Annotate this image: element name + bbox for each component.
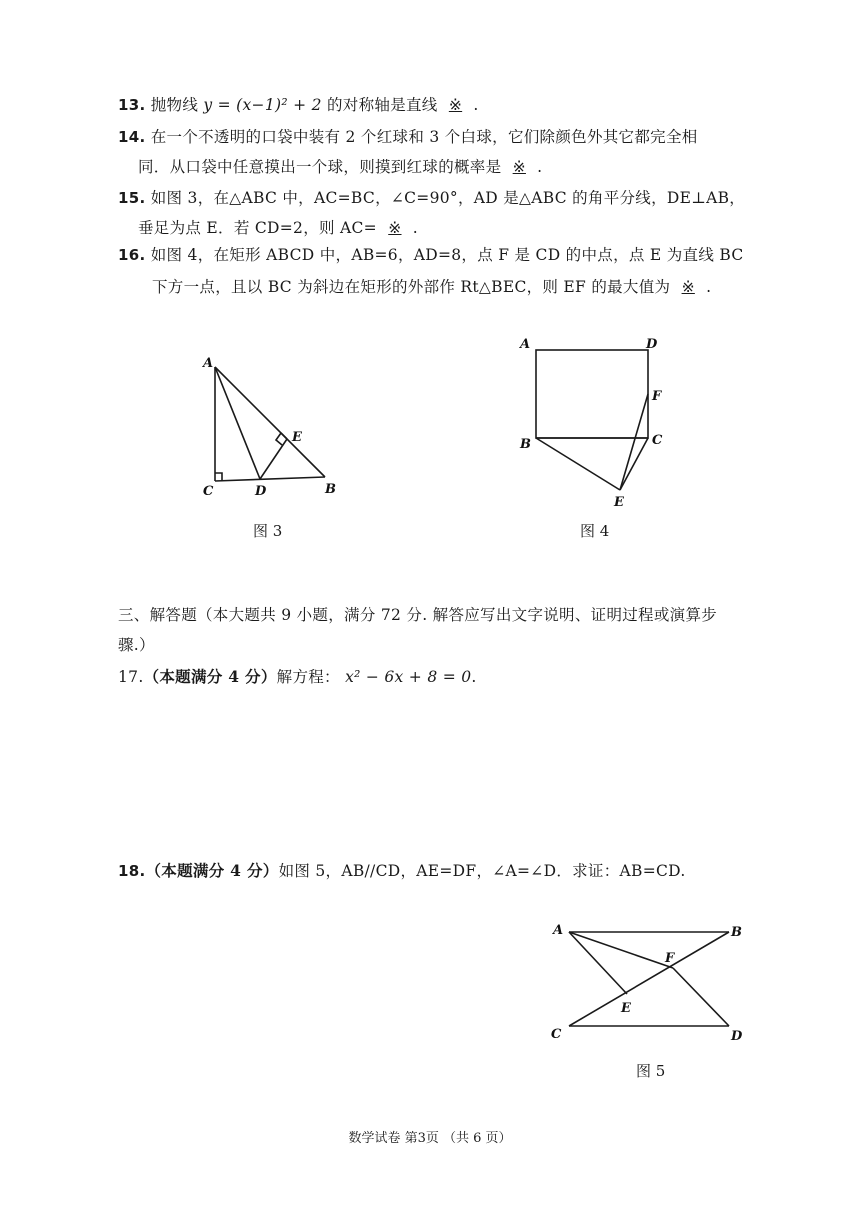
question-text: 如图 5，AB//CD，AE=DF，∠A=∠D．求证：AB=CD.: [278, 862, 686, 880]
question-17: [118, 662, 758, 692]
question-14: [118, 122, 758, 182]
label-D: D: [255, 484, 267, 499]
question-text: 同．从口袋中任意摸出一个球，则摸到红球的概率是: [138, 158, 502, 176]
question-text: 的对称轴是直线: [327, 96, 438, 114]
rectangle-ABCD: [536, 350, 648, 438]
segment-EF: [620, 394, 648, 490]
question-number: 17.: [118, 668, 144, 686]
label-E: E: [614, 495, 624, 510]
answer-blank: ※: [448, 96, 463, 114]
section-3-line1: 三、解答题（本大题共 9 小题，满分 72 分. 解答应写出文字说明、证明过程或演算步: [118, 606, 718, 624]
period: .: [471, 668, 477, 686]
period: .: [473, 96, 479, 114]
formula: x² − 6x + 8 = 0: [345, 668, 472, 686]
label-A: A: [203, 356, 214, 371]
label-E: E: [292, 430, 302, 445]
figure-4: [512, 330, 682, 519]
question-text: 在一个不透明的口袋中装有 2 个红球和 3 个白球，它们除颜色外其它都完全相: [150, 128, 698, 146]
question-text: 垂足为点 E．若 CD=2，则 AC=: [138, 219, 377, 237]
formula: y = (x−1)² + 2: [203, 96, 322, 114]
label-F: F: [665, 951, 675, 966]
answer-blank: ※: [388, 219, 402, 237]
question-score: （本题满分 4 分）: [143, 667, 277, 686]
label-D: D: [646, 337, 658, 352]
figure-3-caption: 图 3: [253, 522, 283, 540]
right-angle-E2: [276, 433, 282, 445]
question-text: 解方程：: [276, 668, 340, 686]
question-number: 18.: [118, 862, 146, 880]
label-B: B: [325, 482, 336, 497]
question-text: 如图 3，在△ABC 中，AC=BC，∠C=90°，AD 是△ABC 的角平分线，DE⊥AB，: [150, 189, 746, 207]
question-text: 下方一点，且以 BC 为斜边在矩形的外部作 Rt△BEC，则 EF 的最大值为: [152, 278, 671, 296]
answer-blank: ※: [512, 158, 526, 176]
label-A: A: [520, 337, 531, 352]
figure-4-caption: 图 4: [580, 522, 610, 540]
question-number: 16.: [118, 246, 146, 264]
segment-AF: [569, 932, 673, 968]
label-C: C: [652, 433, 663, 448]
period: .: [706, 278, 712, 296]
question-16: [118, 240, 758, 302]
page-footer: 数学试卷 第3页 （共 6 页）: [348, 1131, 512, 1146]
right-angle-E: [281, 433, 287, 439]
label-D: D: [731, 1029, 743, 1044]
figure-3: [195, 345, 355, 509]
label-C: C: [551, 1027, 562, 1042]
label-A: A: [553, 923, 564, 938]
segment-AD: [215, 367, 260, 479]
label-E: E: [621, 1001, 631, 1016]
right-angle-C: [215, 473, 222, 481]
answer-blank: ※: [681, 278, 695, 296]
question-score: （本题满分 4 分）: [145, 861, 279, 880]
segment-FD: [673, 968, 729, 1026]
period: .: [537, 158, 543, 176]
question-13: [118, 90, 758, 120]
question-text: 抛物线: [150, 96, 199, 114]
segment-BE: [536, 438, 620, 490]
segment-DE: [260, 439, 287, 479]
question-15: [118, 183, 758, 243]
period: .: [412, 219, 418, 237]
section-3-line2: 骤.）: [118, 636, 155, 654]
label-F: F: [652, 389, 662, 404]
section-3-header: [118, 600, 758, 660]
figure-5-caption: 图 5: [636, 1062, 666, 1080]
label-B: B: [731, 925, 742, 940]
segment-EC: [620, 438, 648, 490]
segment-AB: [215, 367, 325, 477]
segment-CB: [215, 477, 325, 481]
label-B: B: [520, 437, 531, 452]
question-number: 14.: [118, 128, 146, 146]
question-number: 15.: [118, 189, 146, 207]
question-text: 如图 4，在矩形 ABCD 中，AB=6，AD=8，点 F 是 CD 的中点，点 E 为直线 BC: [150, 246, 744, 264]
segment-CB: [569, 932, 729, 1026]
figure-5: [545, 918, 755, 1052]
label-C: C: [203, 484, 214, 499]
question-number: 13.: [118, 96, 146, 114]
question-18: [118, 856, 758, 886]
